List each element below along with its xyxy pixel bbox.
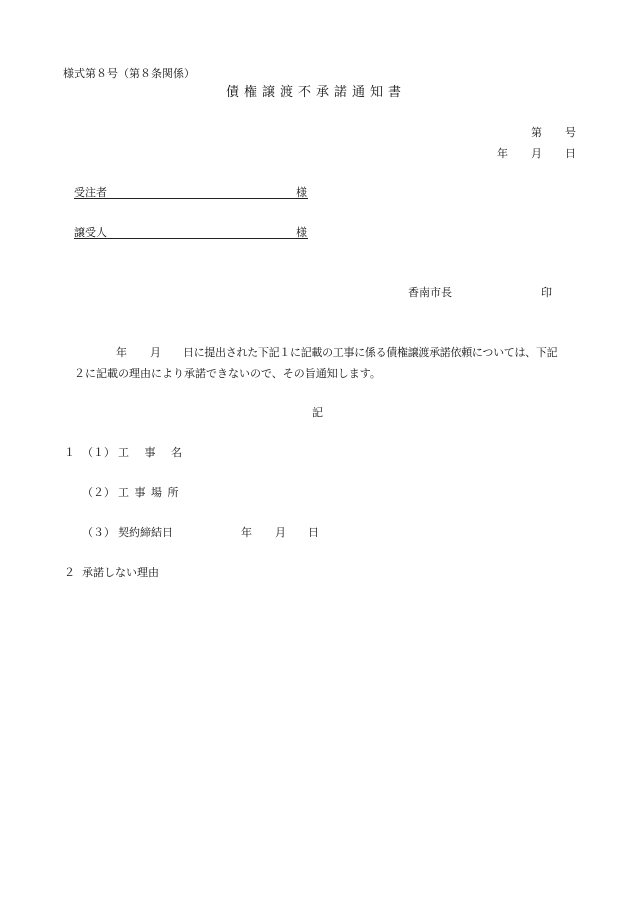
date-day: 日 (565, 147, 576, 160)
sender-name: 香南市長 (408, 286, 452, 299)
item-1-3-day: 日 (308, 526, 319, 539)
document-title: 債権譲渡不承諾通知書 (226, 85, 407, 100)
contractor-label: 受注者 (74, 186, 107, 199)
item-2-number: ２ (64, 566, 75, 579)
transferee-line (74, 226, 308, 239)
transferee-honorific: 様 (296, 226, 307, 239)
item-1-2-number: （２） (82, 486, 115, 499)
body-year: 年 (116, 346, 127, 359)
item-1-3-number: （３） (82, 526, 115, 539)
seal-mark: 印 (541, 286, 552, 299)
contractor-honorific: 様 (296, 186, 307, 199)
item-2-label: 承諾しない理由 (82, 566, 159, 579)
form-number: 様式第８号（第８条関係） (63, 67, 195, 80)
date-year: 年 (497, 147, 508, 160)
item-1-3-month: 月 (275, 526, 286, 539)
body-line-1: 日に提出された下記１に記載の工事に係る債権譲渡承諾依頼については、下記 (183, 346, 558, 359)
body-month: 月 (150, 346, 161, 359)
contractor-line (74, 186, 308, 199)
doc-number-dai: 第 (531, 126, 542, 139)
ki-heading: 記 (312, 406, 323, 419)
item-1-1-label: 工 事 名 (118, 446, 188, 459)
item-1-number: １ (64, 446, 75, 459)
body-line-2: ２に記載の理由により承諾できないので、その旨通知します。 (74, 367, 381, 380)
item-1-3-year: 年 (241, 526, 252, 539)
transferee-label: 譲受人 (74, 226, 107, 239)
date-month: 月 (531, 147, 542, 160)
item-1-3-label: 契約締結日 (118, 526, 173, 539)
doc-number-go: 号 (565, 126, 576, 139)
item-1-1-number: （１） (82, 446, 115, 459)
item-1-2-label: 工 事 場 所 (118, 486, 180, 499)
